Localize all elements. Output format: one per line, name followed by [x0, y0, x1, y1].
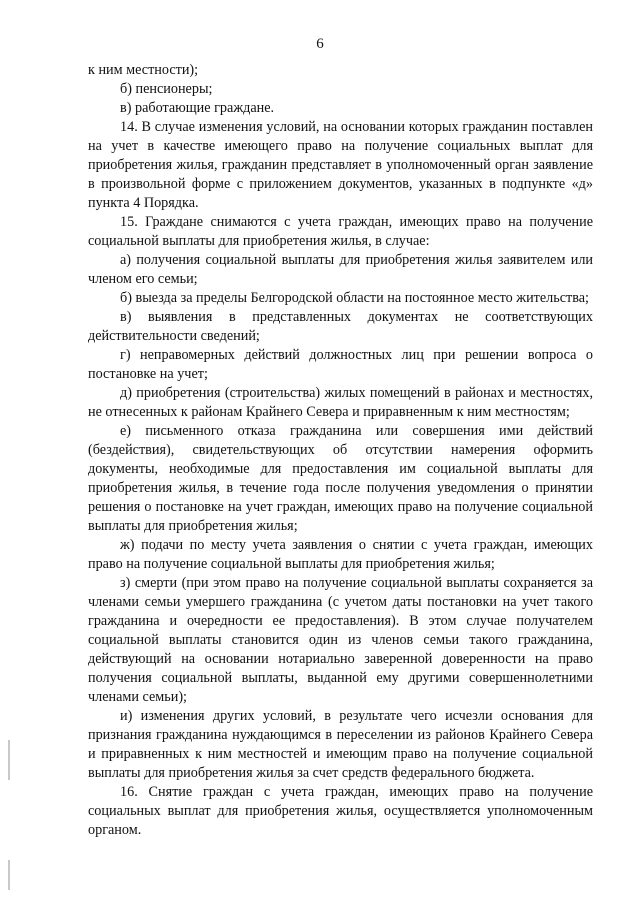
paragraph-15-item-d: д) приобретения (строительства) жилых помещений в районах и местностях, не отнесенных к районам Крайнего Севера и приравненным к ним местностям;	[88, 385, 593, 420]
scan-edge-mark-bottom	[8, 860, 10, 890]
paragraph-14: 14. В случае изменения условий, на основании которых гражданин поставлен на учет в качестве имеющего право на получение социальных выплат для приобретения жилья, гражданин представляет в уполномоченный орган заявление в произвольной форме с приложением документов, указанных в подпункте «д» пункта 4 Порядка.	[88, 119, 593, 211]
paragraph-15-item-z: з) смерти (при этом право на получение социальной выплаты сохраняется за членами семьи умершего гражданина (с учетом даты постановки на учет такого гражданина и очередности ее предоставления). В этом случае получателем социальной выплаты становится один из членов семьи такого гражданина, действующий на основании нотариально заверенной доверенности на право получения социальной выплаты, выданной ему другими совершеннолетними членами семьи);	[88, 575, 593, 705]
paragraph-15-item-e: е) письменного отказа гражданина или совершения ими действий (бездействия), свидетельствующих об отсутствии намерения оформить документы, необходимые для предоставления им социальной выплаты для приобретения жилья, в течение года после получения уведомления о принятии решения о постановке на учет граждан, имеющих право на получение социальной выплаты для приобретения жилья;	[88, 423, 593, 534]
paragraph-15-item-g: г) неправомерных действий должностных лиц при решении вопроса о постановке на учет;	[88, 347, 593, 382]
paragraph-15: 15. Граждане снимаются с учета граждан, имеющих право на получение социальной выплаты для приобретения жилья, в случае:	[88, 214, 593, 249]
page-number: 6	[316, 36, 324, 52]
scan-edge-mark-top	[8, 740, 10, 780]
paragraph-15-item-v: в) выявления в представленных документах не соответствующих действительности сведений;	[88, 309, 593, 344]
paragraph-15-item-b: б) выезда за пределы Белгородской области на постоянное место жительства;	[120, 290, 589, 306]
document-body	[88, 61, 593, 840]
paragraph-15-item-a: а) получения социальной выплаты для приобретения жилья заявителем или членом его семьи;	[88, 252, 593, 287]
paragraph-continuation: к ним местности);	[88, 62, 199, 78]
paragraph-15-item-i: и) изменения других условий, в результате чего исчезли основания для признания гражданина нуждающимся в переселении из районов Крайнего Севера и приравненных к ним местностей и имеющим право на получение социальной выплаты для приобретения жилья за счет средств федерального бюджета.	[88, 708, 593, 781]
list-item-b-pensioners: б) пенсионеры;	[120, 81, 213, 97]
paragraph-15-item-zh: ж) подачи по месту учета заявления о снятии с учета граждан, имеющих право на получение социальной выплаты для приобретения жилья;	[88, 537, 593, 572]
list-item-v-workers: в) работающие граждане.	[120, 100, 275, 116]
paragraph-16: 16. Снятие граждан с учета граждан, имеющих право на получение социальных выплат для приобретения жилья, осуществляется уполномоченным органом.	[88, 784, 593, 838]
